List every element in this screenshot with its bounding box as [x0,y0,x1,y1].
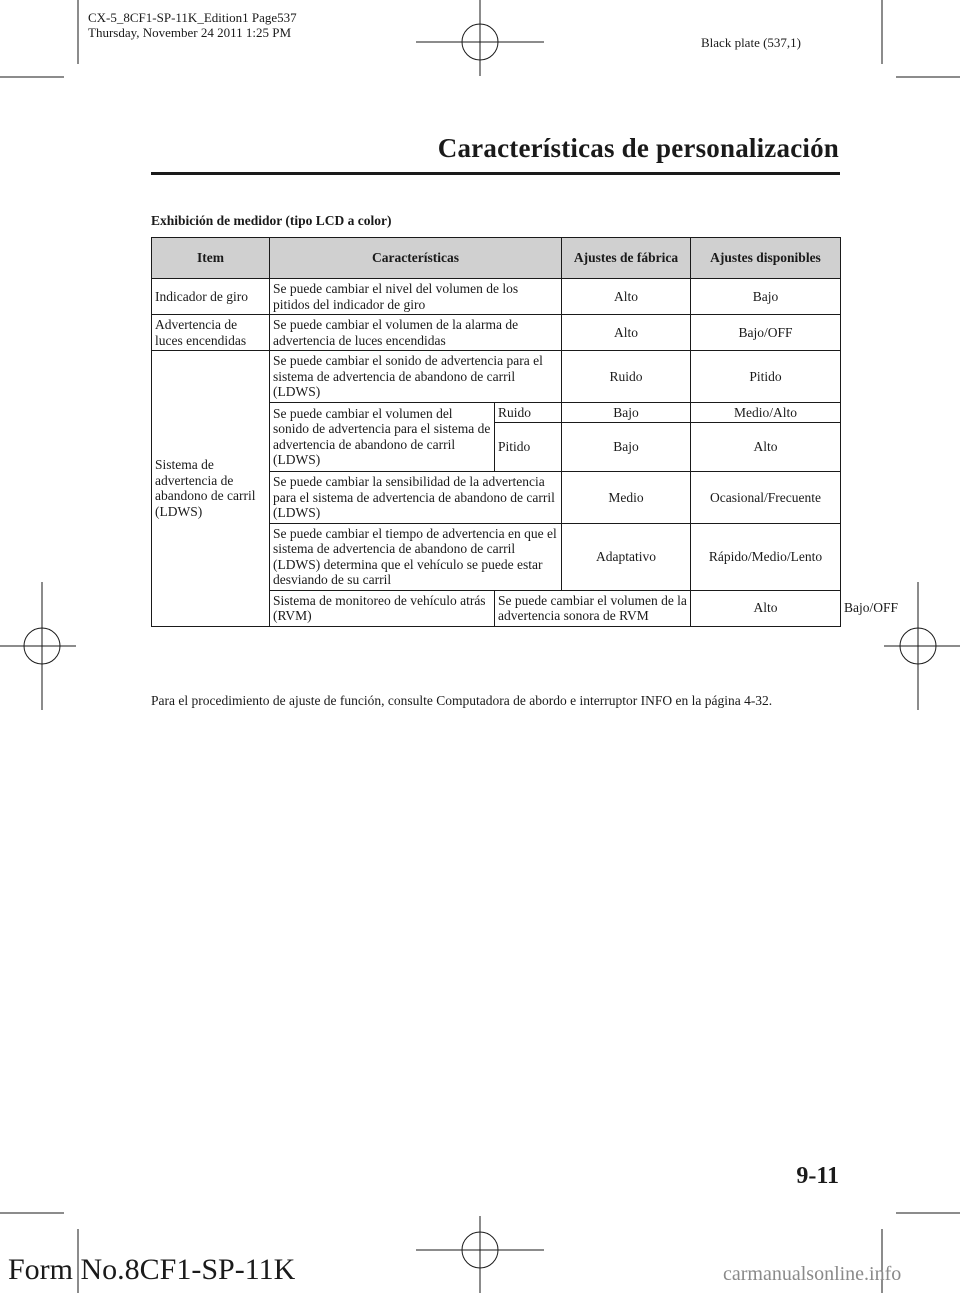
available-cell: Pitido [691,351,841,403]
feature-cell: Se puede cambiar el volumen de la alarma de advertencia de luces encendidas [270,315,562,351]
sub-option-cell: Ruido [495,402,562,423]
file-info-line1: CX-5_8CF1-SP-11K_Edition1 Page537 [88,10,297,25]
header-item: Item [152,238,270,279]
available-cell: Ocasional/Frecuente [691,472,841,524]
table-header-row [152,238,841,279]
factory-cell: Bajo [562,402,691,423]
available-cell: Rápido/Medio/Lento [691,523,841,590]
sub-option-cell: Pitido [495,423,562,472]
feature-cell: Se puede cambiar el nivel del volumen de los pitidos del indicador de giro [270,279,562,315]
item-cell: Advertencia de luces encendidas [152,315,270,351]
watermark: carmanualsonline.info [723,1263,902,1285]
table-row [152,315,841,351]
header-factory: Ajustes de fábrica [562,238,691,279]
file-info [88,10,297,40]
factory-cell: Adaptativo [562,523,691,590]
feature-cell: Se puede cambiar la sensibilidad de la advertencia para el sistema de advertencia de abandono de carril (LDWS) [270,472,562,524]
table-row [152,351,841,403]
feature-cell: Se puede cambiar el sonido de advertencia para el sistema de advertencia de abandono de carril (LDWS) [270,351,562,403]
feature-cell: Se puede cambiar el volumen del sonido de advertencia para el sistema de advertencia de abandono de carril (LDWS) [270,402,495,472]
factory-cell: Alto [562,279,691,315]
page-number: 9-11 [796,1163,839,1189]
item-cell: Sistema de advertencia de abandono de carril (LDWS) [152,351,270,627]
feature-cell: Se puede cambiar el volumen de la advertencia sonora de RVM [495,590,691,626]
settings-table [151,237,899,627]
factory-cell: Bajo [562,423,691,472]
available-cell: Bajo [691,279,841,315]
available-cell: Medio/Alto [691,402,841,423]
feature-cell: Se puede cambiar el tiempo de advertencia en que el sistema de advertencia de abandono de carril (LDWS) determina que el vehículo se puede estar desviando de su carril [270,523,562,590]
registration-mark-left [0,582,76,710]
plate-label: Black plate (537,1) [701,35,801,50]
header-features: Características [270,238,562,279]
item-cell: Indicador de giro [152,279,270,315]
file-info-line2: Thursday, November 24 2011 1:25 PM [88,25,292,40]
item-cell: Sistema de monitoreo de vehículo atrás (RVM) [270,590,495,626]
registration-mark-top [416,0,544,76]
table-caption: Exhibición de medidor (tipo LCD a color) [151,213,392,228]
factory-cell: Medio [562,472,691,524]
section-title: Características de personalización [437,133,839,163]
section-rule [151,172,840,175]
available-cell: Alto [691,423,841,472]
table-row [152,279,841,315]
factory-cell: Ruido [562,351,691,403]
factory-cell: Alto [562,315,691,351]
table-row: Sistema de monitoreo de vehículo atrás (RVM) Se puede cambiar el volumen de la advertencia sonora de RVM Alto Bajo/OFF [152,590,841,626]
registration-mark-bottom [416,1216,544,1293]
factory-cell: Alto [691,590,841,626]
form-number: Form No.8CF1-SP-11K [8,1253,296,1286]
available-cell: Bajo/OFF [691,315,841,351]
header-available: Ajustes disponibles [691,238,841,279]
footnote: Para el procedimiento de ajuste de función, consulte Computadora de abordo e interruptor INFO en la página 4-32. [151,693,773,708]
